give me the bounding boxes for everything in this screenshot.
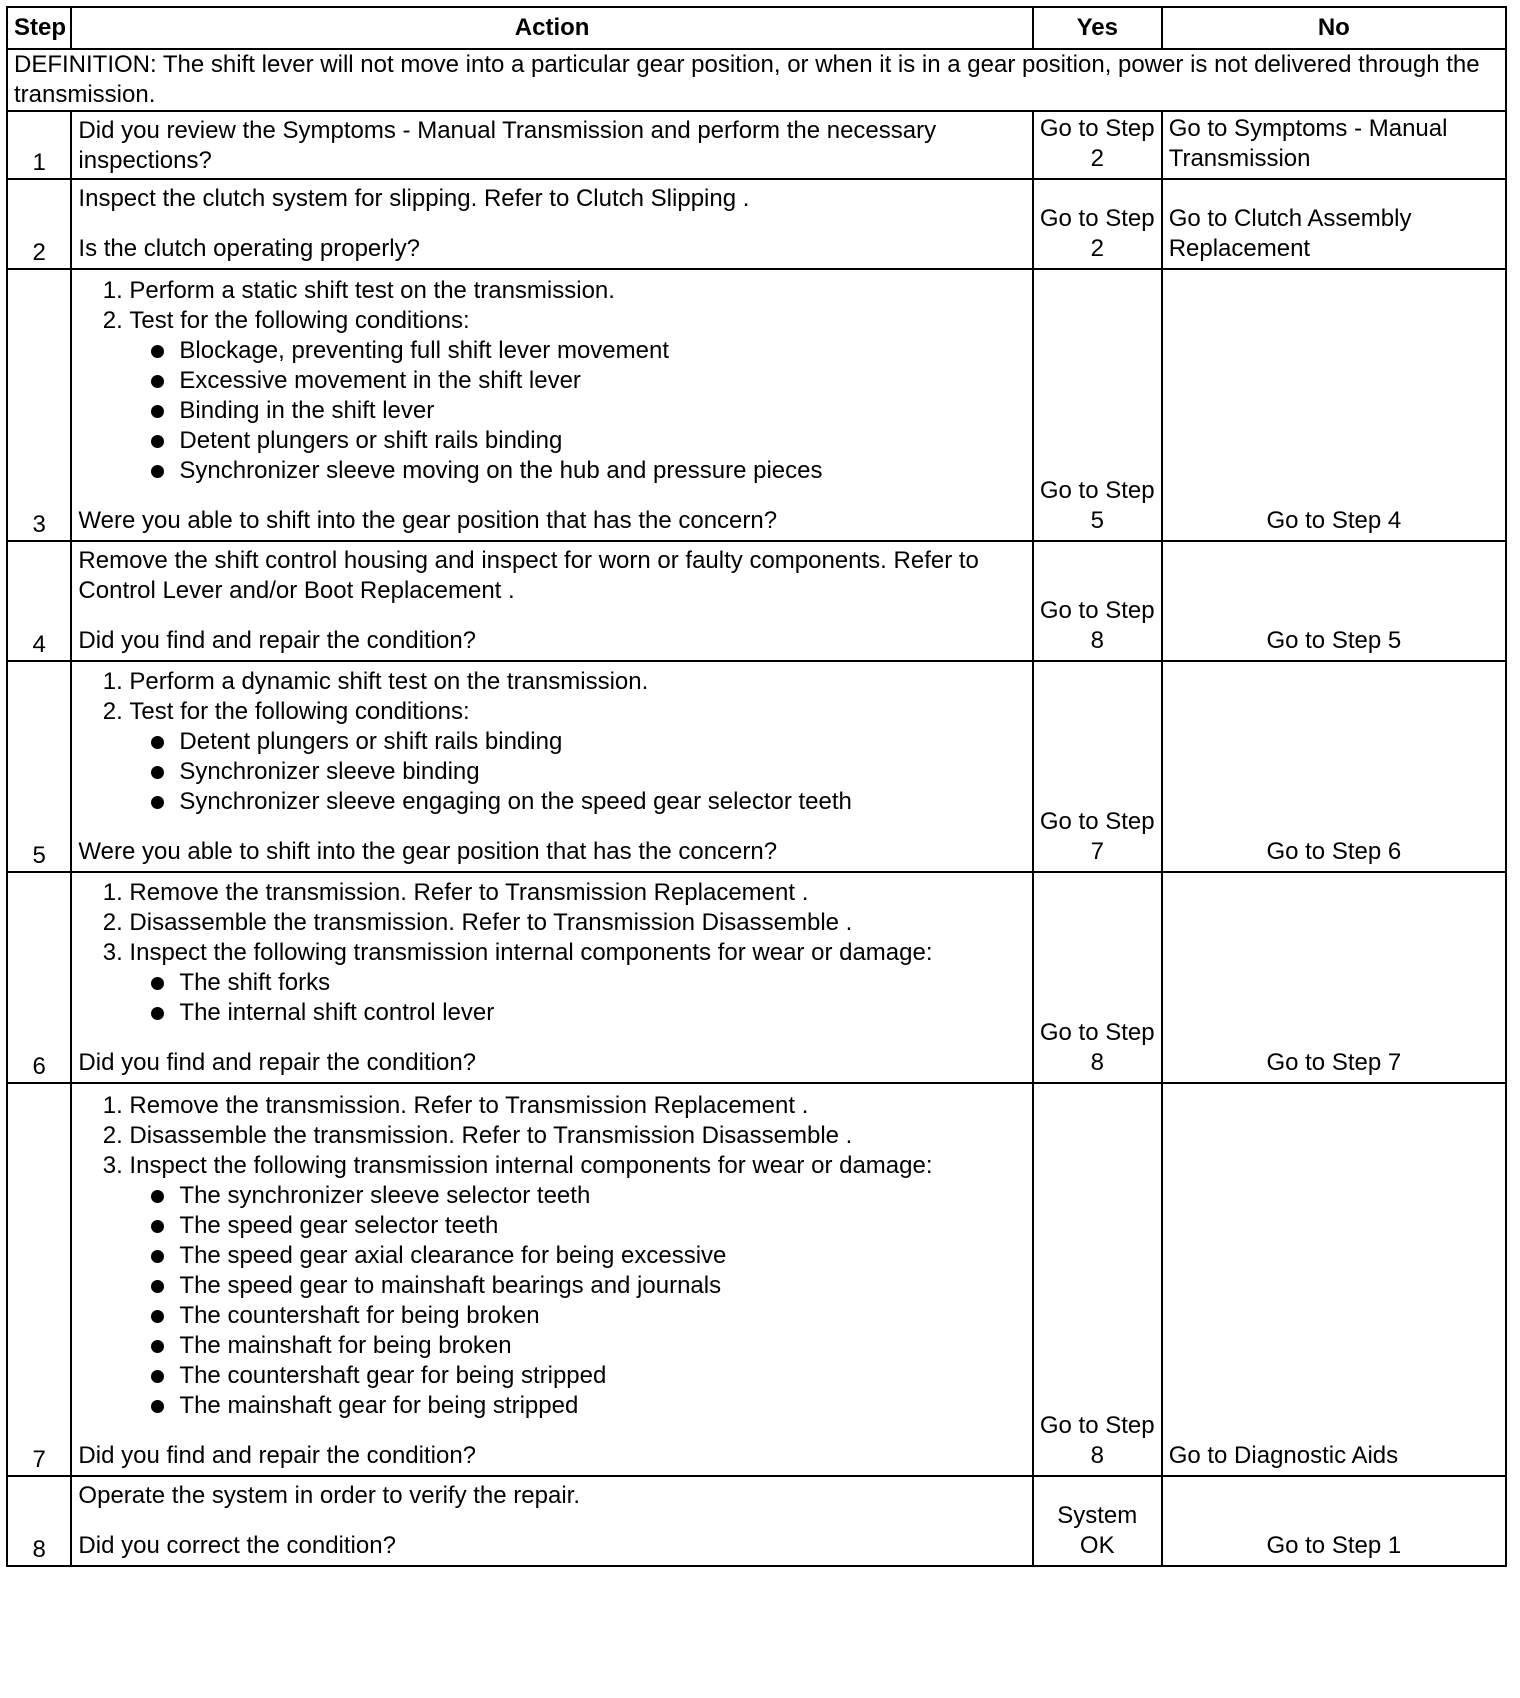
bullet-item: Excessive movement in the shift lever (179, 366, 1025, 396)
numbered-list (78, 667, 1025, 817)
step-number: 3 (7, 269, 71, 541)
action-question: Did you find and repair the condition? (78, 627, 477, 654)
table-row (7, 872, 1506, 1083)
yes-outcome: Go to Step 2 (1033, 111, 1162, 179)
diagnostic-table (6, 6, 1507, 1567)
table-row (7, 1476, 1506, 1566)
list-item: 1. Remove the transmission. Refer to Transmission Replacement . (129, 1091, 1025, 1121)
table-row (7, 269, 1506, 541)
numbered-list (78, 1091, 1025, 1421)
step-number: 6 (7, 872, 71, 1083)
header-step: Step (7, 7, 71, 49)
bullet-item: Detent plungers or shift rails binding (179, 727, 1025, 757)
table-row (7, 541, 1506, 661)
bullet-item: The speed gear selector teeth (179, 1211, 1025, 1241)
action-cell (71, 1476, 1032, 1566)
yes-outcome: Go to Step 8 (1033, 872, 1162, 1083)
action-text: Remove the shift control housing and inspect for worn or faulty components. Refer to Control Lever and/or Boot Replacement . (78, 547, 979, 604)
list-item: 1. Perform a dynamic shift test on the transmission. (129, 667, 1025, 697)
bullet-item: The internal shift control lever (179, 998, 1025, 1028)
list-item: 2. Test for the following conditions: Blockage, preventing full shift lever movement Excessive movement in the shift lever Binding in the shift lever Detent plungers or shift rails binding Synchronizer sleeve moving on the hub and pressure pieces (129, 306, 1025, 486)
definition-text: DEFINITION: The shift lever will not move into a particular gear position, or when it is in a gear position, power is not delivered through the transmission. (7, 49, 1506, 111)
bullet-item: Binding in the shift lever (179, 396, 1025, 426)
bullet-item: The countershaft for being broken (179, 1301, 1025, 1331)
bullet-item: The synchronizer sleeve selector teeth (179, 1181, 1025, 1211)
list-item: 2. Disassemble the transmission. Refer to Transmission Disassemble . (129, 908, 1025, 938)
action-cell (71, 269, 1032, 541)
yes-outcome: Go to Step 8 (1033, 1083, 1162, 1476)
bullet-item: The speed gear axial clearance for being excessive (179, 1241, 1025, 1271)
no-outcome: Go to Step 7 (1162, 872, 1506, 1083)
action-cell (71, 179, 1032, 269)
list-item: 3. Inspect the following transmission internal components for wear or damage: The shift forks The internal shift control lever (129, 938, 1025, 1028)
bullet-list (129, 1181, 1025, 1421)
table-row (7, 179, 1506, 269)
bullet-item: The mainshaft for being broken (179, 1331, 1025, 1361)
table-row (7, 661, 1506, 872)
header-yes: Yes (1033, 7, 1162, 49)
no-outcome: Go to Symptoms - Manual Transmission (1162, 111, 1506, 179)
bullet-list (129, 727, 1025, 817)
table-row (7, 111, 1506, 179)
step-number: 7 (7, 1083, 71, 1476)
list-item: 2. Disassemble the transmission. Refer to Transmission Disassemble . (129, 1121, 1025, 1151)
list-item: 2. Test for the following conditions: Detent plungers or shift rails binding Synchronizer sleeve binding Synchronizer sleeve engaging on the speed gear selector teeth (129, 697, 1025, 817)
table-header-row (7, 7, 1506, 49)
step-number: 5 (7, 661, 71, 872)
action-question: Is the clutch operating properly? (78, 235, 420, 262)
step-number: 4 (7, 541, 71, 661)
table-row (7, 1083, 1506, 1476)
action-cell (71, 661, 1032, 872)
action-text: Did you review the Symptoms - Manual Transmission and perform the necessary inspections? (71, 111, 1032, 179)
bullet-item: Synchronizer sleeve binding (179, 757, 1025, 787)
no-outcome: Go to Clutch Assembly Replacement (1162, 179, 1506, 269)
action-text: Operate the system in order to verify the repair. (78, 1482, 580, 1509)
no-outcome: Go to Step 5 (1162, 541, 1506, 661)
action-question: Did you correct the condition? (78, 1532, 396, 1559)
action-question: Did you find and repair the condition? (78, 1442, 477, 1469)
bullet-item: The shift forks (179, 968, 1025, 998)
action-question: Were you able to shift into the gear position that has the concern? (78, 507, 778, 534)
yes-outcome: Go to Step 2 (1033, 179, 1162, 269)
step-number: 2 (7, 179, 71, 269)
bullet-item: Synchronizer sleeve moving on the hub and pressure pieces (179, 456, 1025, 486)
bullet-item: The countershaft gear for being stripped (179, 1361, 1025, 1391)
bullet-item: Detent plungers or shift rails binding (179, 426, 1025, 456)
no-outcome: Go to Step 1 (1162, 1476, 1506, 1566)
definition-row (7, 49, 1506, 111)
no-outcome: Go to Diagnostic Aids (1162, 1083, 1506, 1476)
list-item: 3. Inspect the following transmission internal components for wear or damage: The synchronizer sleeve selector teeth The speed gear selector teeth The speed gear axial clearance for being excessive The speed gear to mainshaft bearings and journals The countershaft for being broken The mainshaft for being broken The countershaft gear for being stripped The mainshaft gear for being stripped (129, 1151, 1025, 1421)
bullet-item: Synchronizer sleeve engaging on the speed gear selector teeth (179, 787, 1025, 817)
yes-outcome: Go to Step 8 (1033, 541, 1162, 661)
action-question: Did you find and repair the condition? (78, 1049, 477, 1076)
header-no: No (1162, 7, 1506, 49)
step-number: 1 (7, 111, 71, 179)
bullet-item: Blockage, preventing full shift lever movement (179, 336, 1025, 366)
no-outcome: Go to Step 6 (1162, 661, 1506, 872)
yes-outcome: System OK (1033, 1476, 1162, 1566)
action-cell (71, 541, 1032, 661)
numbered-list (78, 878, 1025, 1028)
action-question: Were you able to shift into the gear position that has the concern? (78, 838, 778, 865)
numbered-list (78, 276, 1025, 486)
bullet-list (129, 968, 1025, 1028)
header-action: Action (71, 7, 1032, 49)
step-number: 8 (7, 1476, 71, 1566)
action-cell (71, 872, 1032, 1083)
yes-outcome: Go to Step 5 (1033, 269, 1162, 541)
yes-outcome: Go to Step 7 (1033, 661, 1162, 872)
action-text: Inspect the clutch system for slipping. Refer to Clutch Slipping . (78, 185, 750, 212)
bullet-item: The speed gear to mainshaft bearings and journals (179, 1271, 1025, 1301)
action-cell (71, 1083, 1032, 1476)
list-item: 1. Perform a static shift test on the transmission. (129, 276, 1025, 306)
no-outcome: Go to Step 4 (1162, 269, 1506, 541)
bullet-list (129, 336, 1025, 486)
list-item: 1. Remove the transmission. Refer to Transmission Replacement . (129, 878, 1025, 908)
bullet-item: The mainshaft gear for being stripped (179, 1391, 1025, 1421)
